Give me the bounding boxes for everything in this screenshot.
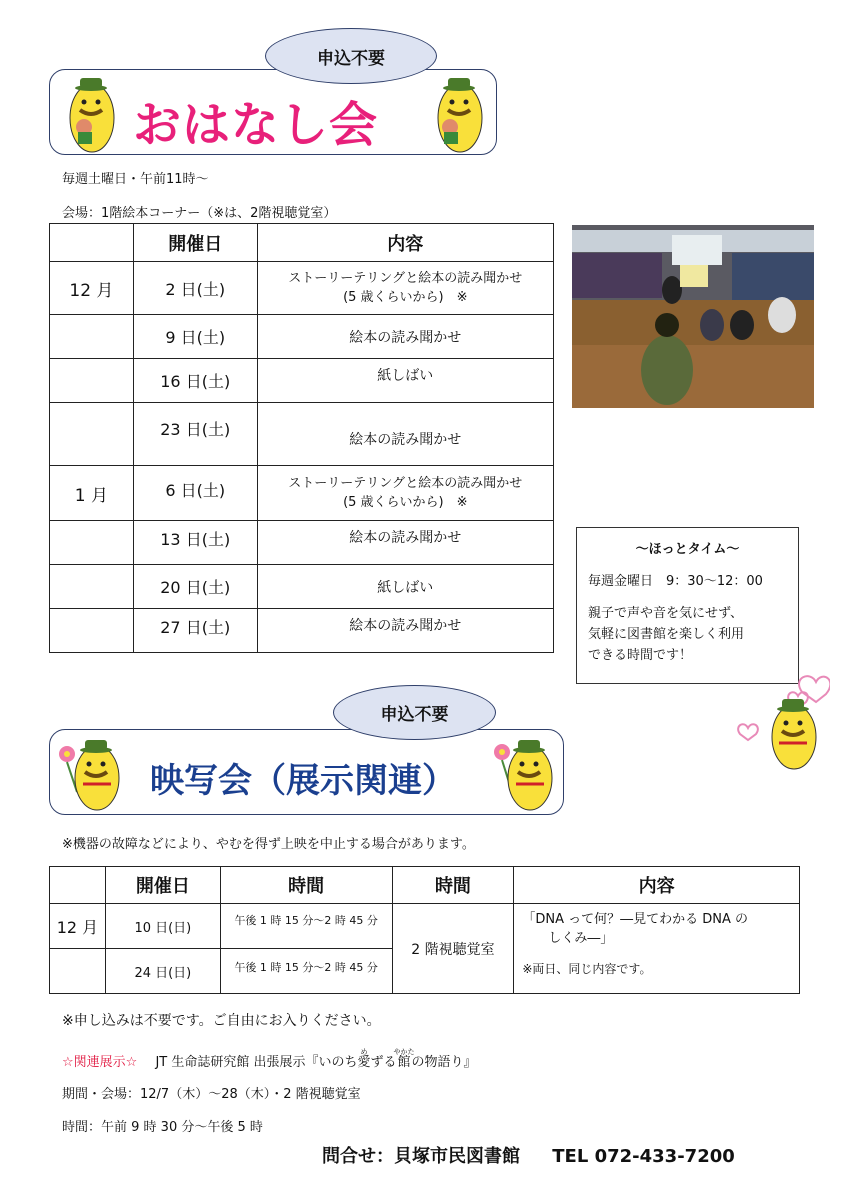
month-cell <box>50 521 134 565</box>
place-cell: 2 階視聴覚室 <box>392 904 514 994</box>
table-row <box>50 565 554 609</box>
month-cell <box>50 609 134 653</box>
related-text-pre: JT 生命誌研究館 出張展示『いのち <box>155 1055 358 1070</box>
hot-time-desc-2: 気軽に図書館を楽しく利用 <box>588 627 745 642</box>
hot-time-schedule: 毎週金曜日 9：30〜12：00 <box>588 574 763 589</box>
storytime-title: おはなし会 <box>133 97 379 153</box>
date-cell: 10 日(日) <box>105 904 220 949</box>
table-row <box>50 609 554 653</box>
date-cell: 13 日(土) <box>133 521 257 565</box>
time-cell: 午後 1 時 15 分〜2 時 45 分 <box>220 904 392 949</box>
month-cell <box>50 359 134 403</box>
mascot-icon <box>62 72 122 158</box>
mascot-icon <box>430 72 490 158</box>
table-header: 開催日 <box>105 867 220 904</box>
table-row <box>50 521 554 565</box>
related-text-mid: ずる <box>370 1055 397 1070</box>
table-header: 内容 <box>514 867 800 904</box>
related-yakata: 館やかた <box>393 1048 415 1070</box>
date-cell: 9 日(土) <box>133 315 257 359</box>
table-row <box>50 262 554 315</box>
related-text-post: の物語り』 <box>411 1055 477 1070</box>
related-exhibit <box>62 1048 477 1070</box>
content-cell: 絵本の読み聞かせ <box>257 403 553 466</box>
date-cell: 16 日(土) <box>133 359 257 403</box>
table-header: 時間 <box>220 867 392 904</box>
date-cell: 2 日(土) <box>133 262 257 315</box>
no-application-note: ※申し込みは不要です。ご自由にお入りください。 <box>62 1013 381 1029</box>
month-cell <box>50 949 106 994</box>
content-note: ※両日、同じ内容です。 <box>522 962 652 976</box>
hot-time-desc-1: 親子で声や音を気にせず、 <box>588 606 743 621</box>
content-cell <box>514 904 800 994</box>
hot-time-title: 〜ほっとタイム〜 <box>635 542 740 557</box>
table-header: 内容 <box>257 224 553 262</box>
period-line: 期間・会場：12/7（木）〜28（木）・2 階視聴覚室 <box>62 1087 361 1102</box>
content-cell: 絵本の読み聞かせ <box>257 315 553 359</box>
content-text: ストーリーテリングと絵本の読み聞かせ <box>288 476 523 491</box>
storytime-photo <box>572 225 814 408</box>
mascot-icon <box>765 695 823 773</box>
content-cell: 絵本の読み聞かせ <box>257 609 553 653</box>
related-ai: 愛め <box>357 1048 371 1070</box>
table-row <box>50 904 800 949</box>
storytime-badge: 申込不要 <box>265 28 437 84</box>
content-cell <box>257 262 553 315</box>
content-cell: 紙しばい <box>257 359 553 403</box>
month-cell <box>50 315 134 359</box>
table-header <box>50 224 134 262</box>
table-row <box>50 359 554 403</box>
mascot-with-flower-icon <box>488 730 558 814</box>
content-line-1: 「DNA って何？―見てわかる DNA の <box>522 912 749 927</box>
date-cell: 20 日(土) <box>133 565 257 609</box>
table-row <box>50 315 554 359</box>
contact-library: 問合せ：貝塚市民図書館 <box>322 1146 520 1167</box>
table-row <box>50 466 554 521</box>
month-cell: 1 月 <box>50 466 134 521</box>
table-row <box>50 403 554 466</box>
time-cell: 午後 1 時 15 分〜2 時 45 分 <box>220 949 392 994</box>
content-cell: 紙しばい <box>257 565 553 609</box>
movie-table <box>49 866 800 994</box>
movie-warning: ※機器の故障などにより、やむを得ず上映を中止する場合があります。 <box>62 837 475 852</box>
month-cell: 12 月 <box>50 904 106 949</box>
hot-time-desc-3: できる時間です！ <box>588 648 693 663</box>
content-cell <box>257 466 553 521</box>
month-cell: 12 月 <box>50 262 134 315</box>
date-cell: 23 日(土) <box>133 403 257 466</box>
content-cell: 絵本の読み聞かせ <box>257 521 553 565</box>
storytime-venue: 会場：1階絵本コーナー（※は、2階視聴覚室） <box>62 206 337 221</box>
contact-line <box>322 1142 735 1168</box>
content-sub: (5 歳くらいから) ※ <box>343 495 468 510</box>
table-header: 開催日 <box>133 224 257 262</box>
contact-tel: TEL 072-433-7200 <box>552 1146 735 1167</box>
related-label: ☆関連展示☆ <box>62 1055 138 1070</box>
table-header <box>50 867 106 904</box>
hours-line: 時間：午前 9 時 30 分〜午後 5 時 <box>62 1120 263 1135</box>
mascot-with-flower-icon <box>55 732 125 814</box>
month-cell <box>50 403 134 466</box>
content-line-2: しくみ―」 <box>548 931 614 946</box>
month-cell <box>50 565 134 609</box>
date-cell: 6 日(土) <box>133 466 257 521</box>
movie-badge: 申込不要 <box>333 685 496 740</box>
hot-time-box <box>576 527 799 684</box>
storytime-table <box>49 223 554 653</box>
table-header: 時間 <box>392 867 514 904</box>
movie-title: 映写会（展示関連） <box>150 761 456 801</box>
content-text: ストーリーテリングと絵本の読み聞かせ <box>288 271 523 286</box>
content-sub: (5 歳くらいから) ※ <box>343 290 468 305</box>
date-cell: 24 日(日) <box>105 949 220 994</box>
date-cell: 27 日(土) <box>133 609 257 653</box>
storytime-schedule: 毎週土曜日・午前11時〜 <box>62 172 209 187</box>
